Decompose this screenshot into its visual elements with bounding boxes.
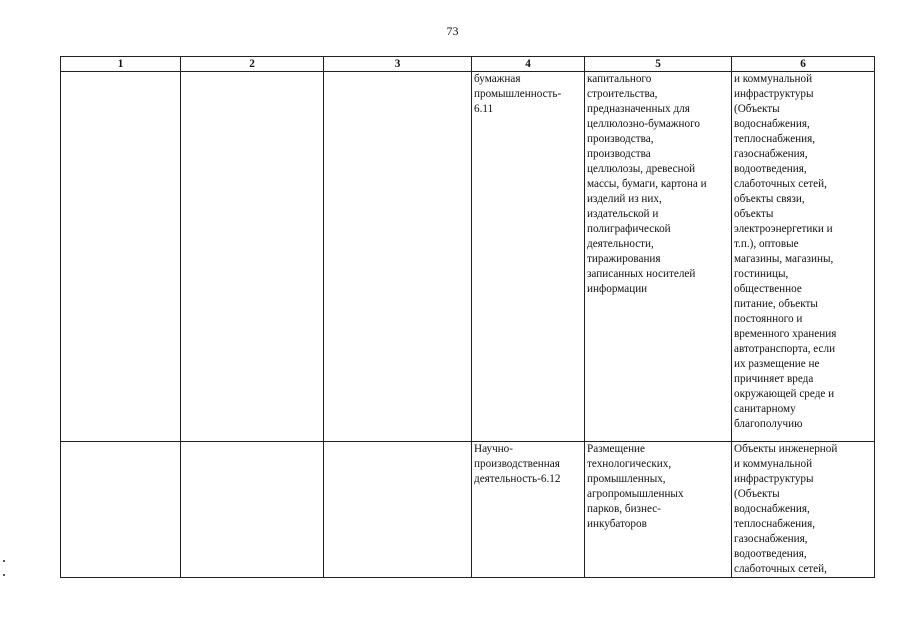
table-header-row (61, 57, 875, 72)
permitted-use-name-cell: Научно- производственная деятельность-6.12 (472, 442, 585, 578)
regulations-table (60, 56, 875, 578)
column-header-6: 6 (732, 57, 875, 72)
column-header-2: 2 (181, 57, 324, 72)
permitted-use-name-cell: бумажная промышленность- 6.11 (472, 72, 585, 442)
table-cell (324, 442, 472, 578)
table-cell (181, 72, 324, 442)
scan-mark (3, 574, 5, 576)
table-row (61, 442, 875, 578)
column-header-1: 1 (61, 57, 181, 72)
permitted-use-description-cell: капитального строительства, предназначенных для целлюлозно-бумажного производства, производства целлюлозы, древесной массы, бумаги, картона и изделий из них, издательской и полиграфической деятельности, тиражирования записанных носителей информации (585, 72, 732, 442)
auxiliary-use-cell: и коммунальной инфраструктуры (Объекты водоснабжения, теплоснабжения, газоснабжения, водоотведения, слаботочных сетей, объекты связи, объекты электроэнергетики и т.п.), оптовые магазины, магазины, гостиницы, общественное питание, объекты постоянного и временного хранения автотранспорта, если их размещение не причиняет вреда окружающей среде и санитарному благополучию (732, 72, 875, 442)
table-cell (61, 72, 181, 442)
column-header-5: 5 (585, 57, 732, 72)
column-header-3: 3 (324, 57, 472, 72)
scan-mark (3, 560, 5, 562)
table-cell (61, 442, 181, 578)
table-cell (324, 72, 472, 442)
column-header-4: 4 (472, 57, 585, 72)
permitted-use-description-cell: Размещение технологических, промышленных, агропромышленных парков, бизнес- инкубаторов (585, 442, 732, 578)
page-number: 73 (446, 24, 459, 38)
auxiliary-use-cell: Объекты инженерной и коммунальной инфраструктуры (Объекты водоснабжения, теплоснабжения, газоснабжения, водоотведения, слаботочных сетей, (732, 442, 875, 578)
table-row (61, 72, 875, 442)
table-cell (181, 442, 324, 578)
